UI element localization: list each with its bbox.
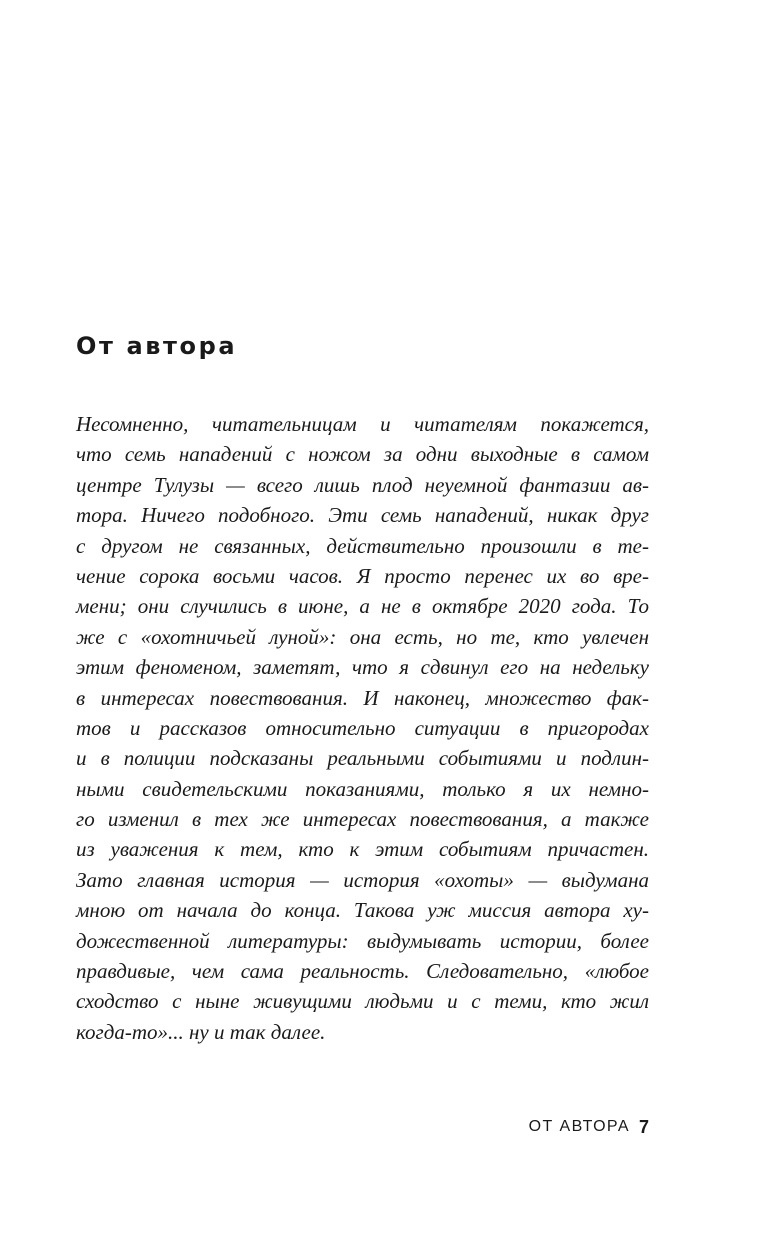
text-line: что семь нападений с ножом за одни выходные в самом	[76, 442, 649, 467]
text-line: центре Тулузы — всего лишь плод неуемной фантазии ав-	[76, 472, 649, 497]
text-line: из уважения к тем, кто к этим событиям причастен.	[76, 837, 649, 862]
text-line: го изменил в тех же интересах повествования, а также	[76, 807, 649, 832]
body-text	[76, 409, 649, 1047]
text-line: Зато главная история — история «охоты» — выдумана	[76, 867, 649, 892]
page-title: От автора	[76, 332, 238, 360]
text-line: этим феноменом, заметят, что я сдвинул его на недельку	[76, 655, 649, 680]
text-line: чение сорока восьми часов. Я просто перенес их во вре-	[76, 563, 649, 588]
text-line: тора. Ничего подобного. Эти семь нападений, никак друг	[76, 503, 649, 528]
text-line: правдивые, чем сама реальность. Следовательно, «любое	[76, 959, 649, 984]
text-line: же с «охотничьей луной»: она есть, но те, кто увлечен	[76, 624, 649, 649]
page-footer	[529, 1115, 649, 1139]
text-line: мною от начала до конца. Такова уж миссия автора ху-	[76, 898, 649, 923]
text-line: и в полиции подсказаны реальными событиями и подлин-	[76, 746, 649, 771]
text-line-last: когда-то»... ну и так далее.	[76, 1019, 326, 1044]
text-line: сходство с ныне живущими людьми и с теми, кто жил	[76, 989, 649, 1014]
text-line: в интересах повествования. И наконец, множество фак-	[76, 685, 649, 710]
text-line: с другом не связанных, действительно произошли в те-	[76, 533, 649, 558]
text-line: тов и рассказов относительно ситуации в пригородах	[76, 715, 649, 740]
page-number: 7	[638, 1117, 649, 1137]
running-head: ОТ АВТОРА	[528, 1118, 630, 1135]
text-line: мени; они случились в июне, а не в октябре 2020 года. То	[76, 594, 649, 619]
text-line: Несомненно, читательницам и читателям покажется,	[76, 412, 649, 436]
text-line: ными свидетельскими показаниями, только я их немно-	[76, 776, 649, 801]
text-line: дожественной литературы: выдумывать истории, более	[76, 928, 649, 953]
